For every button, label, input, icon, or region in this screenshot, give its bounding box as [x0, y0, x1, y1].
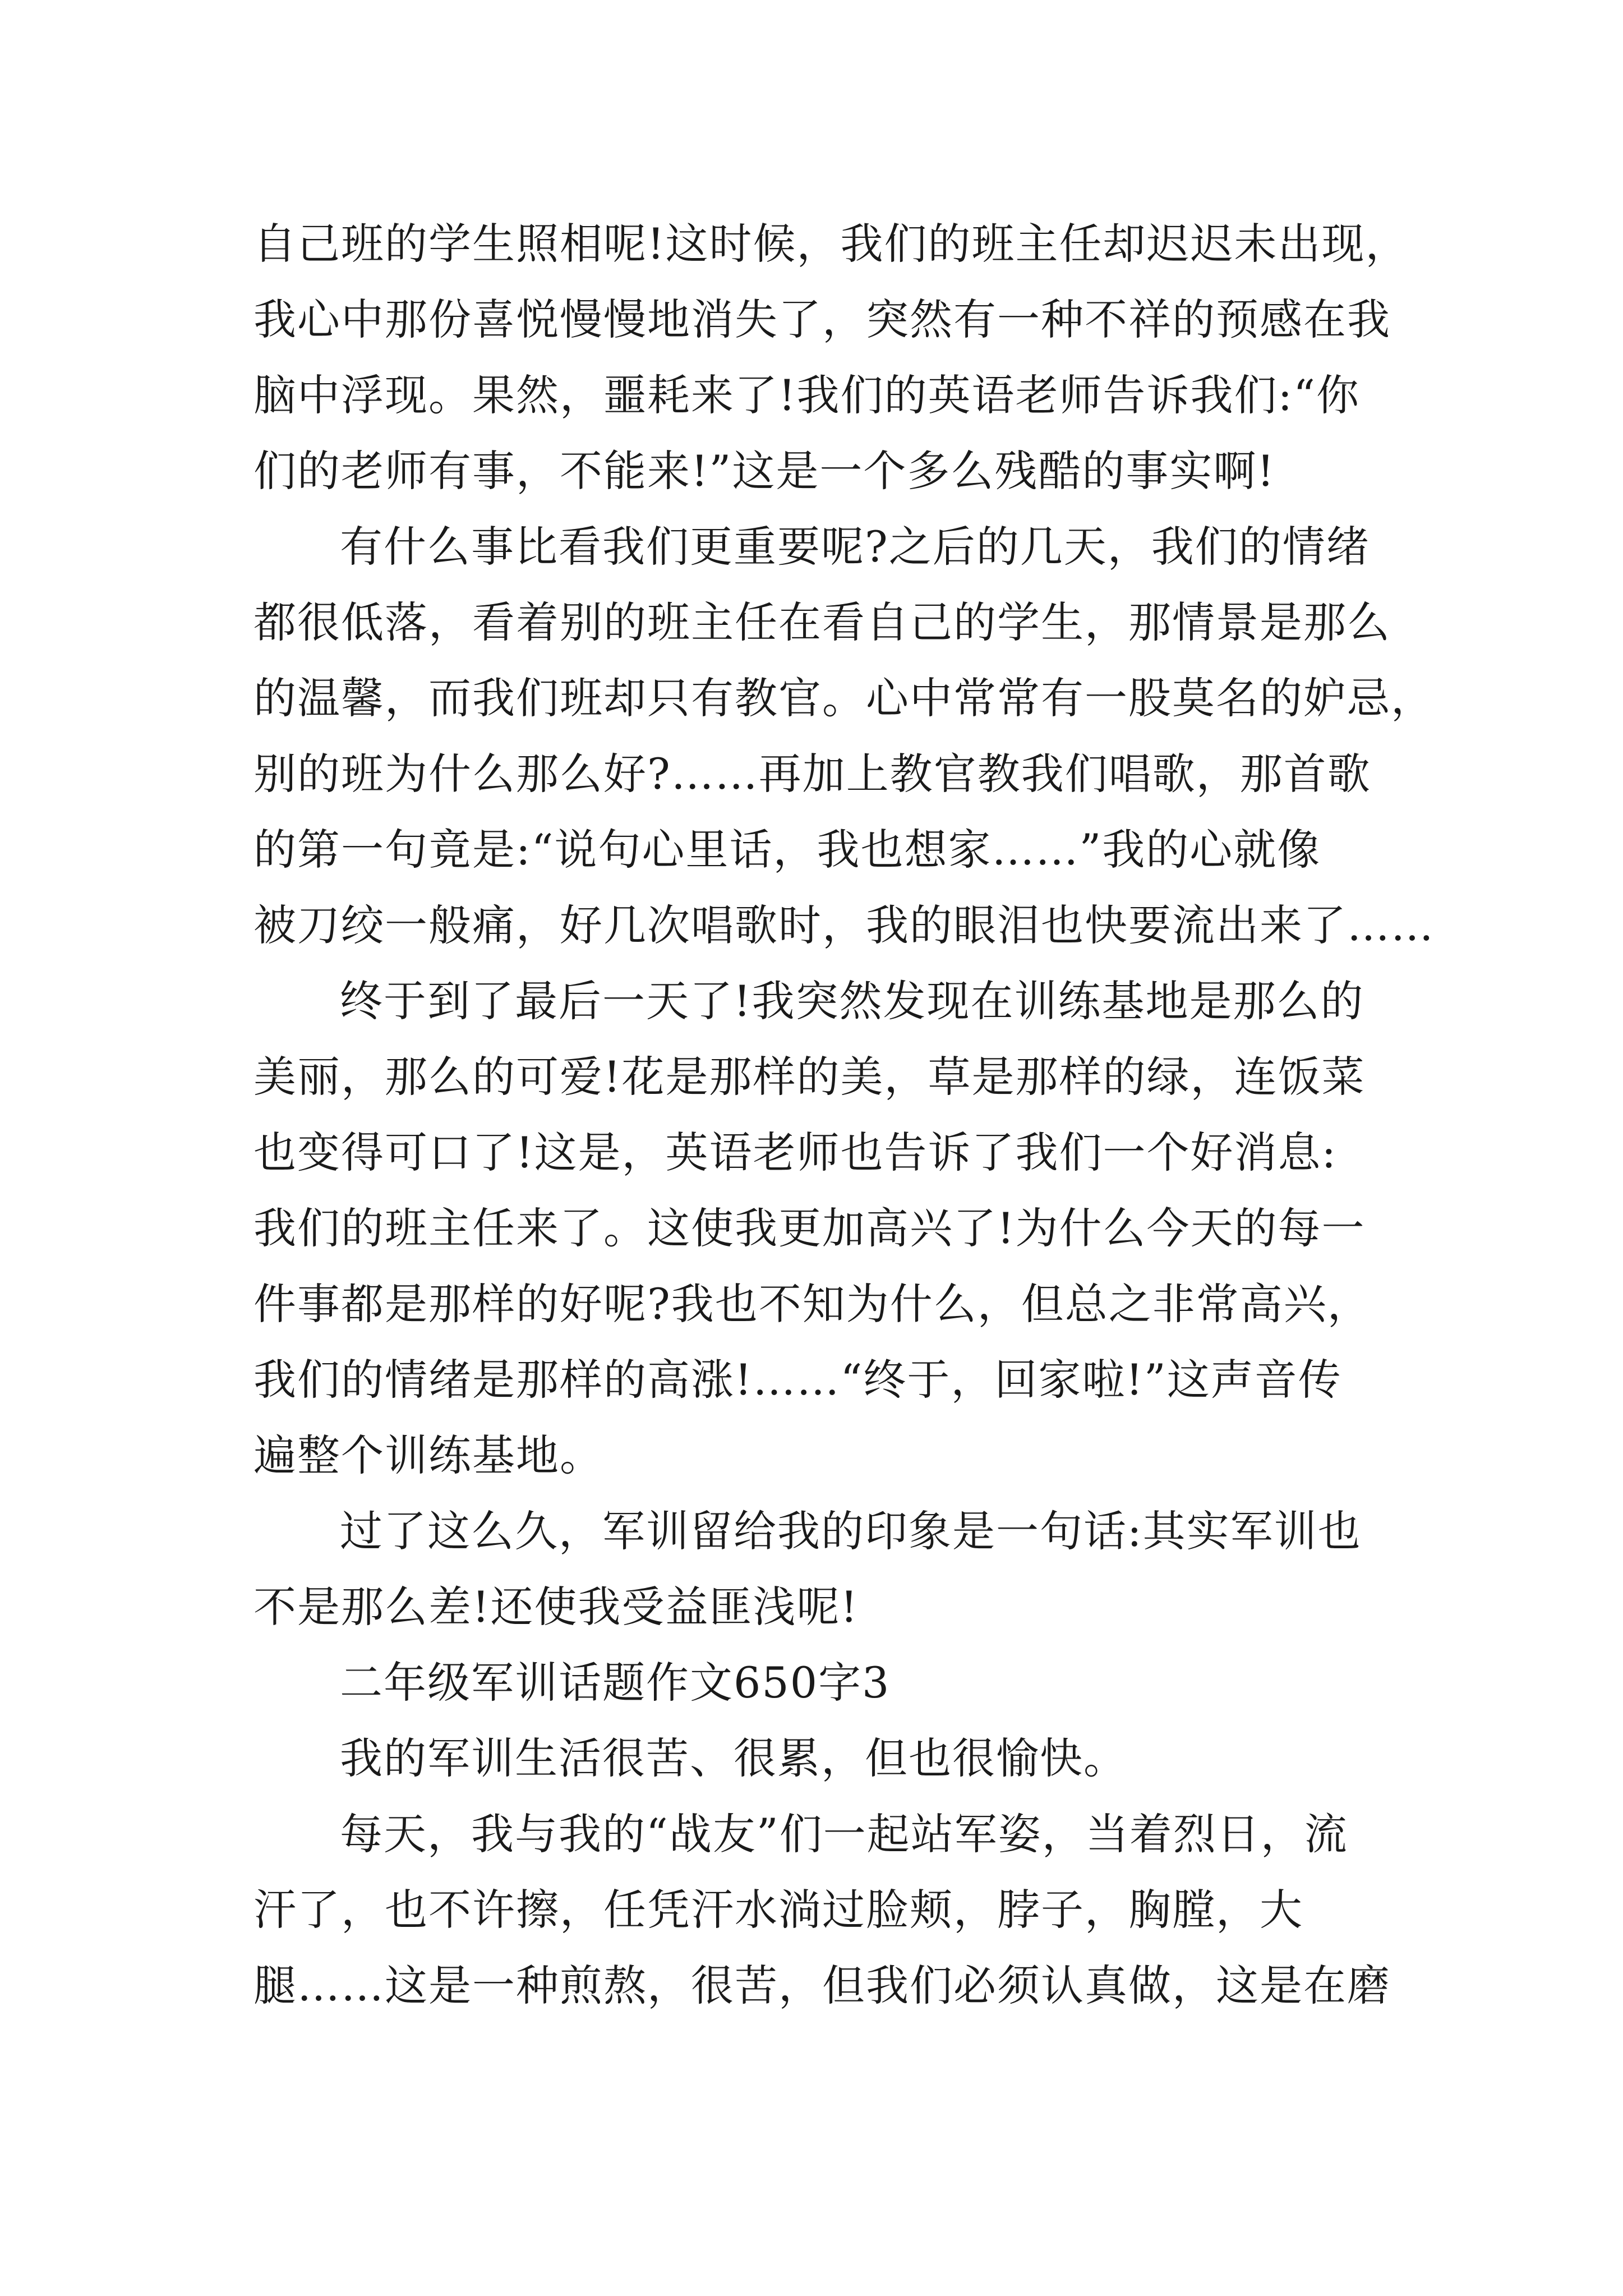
text-line: 被刀绞一般痛，好几次唱歌时，我的眼泪也快要流出来了…… — [253, 900, 1435, 950]
text-line: 遍整个训练基地。 — [253, 1430, 603, 1480]
text-line: 别的班为什么那么好?……再加上教官教我们唱歌，那首歌 — [253, 749, 1371, 799]
text-line: 脑中浮现。果然，噩耗来了!我们的英语老师告诉我们:“你 — [253, 370, 1360, 420]
text-line: 美丽，那么的可爱!花是那样的美，草是那样的绿，连饭菜 — [253, 1052, 1366, 1102]
text-line: 终于到了最后一天了!我突然发现在训练基地是那么的 — [340, 976, 1364, 1026]
text-line: 我们的班主任来了。这使我更加高兴了!为什么今天的每一 — [253, 1203, 1366, 1253]
text-line: 腿……这是一种煎熬，很苦，但我们必须认真做，这是在磨 — [253, 1961, 1391, 2010]
text-line: 不是那么差!还使我受益匪浅呢! — [253, 1582, 859, 1632]
text-line: 我心中那份喜悦慢慢地消失了，突然有一种不祥的预感在我 — [253, 295, 1391, 344]
text-line: 我们的情绪是那样的高涨!……“终于，回家啦!”这声音传 — [253, 1355, 1342, 1405]
text-line: 自己班的学生照相呢!这时候，我们的班主任却迟迟未出现， — [253, 219, 1409, 269]
text-line: 都很低落，看着别的班主任在看自己的学生，那情景是那么 — [253, 597, 1391, 647]
text-line: 们的老师有事，不能来!”这是一个多么残酷的事实啊! — [253, 446, 1275, 496]
section-heading: 二年级军训话题作文650字3 — [340, 1658, 891, 1708]
text-line: 过了这么久，军训留给我的印象是一句话:其实军训也 — [340, 1506, 1362, 1556]
text-line: 有什么事比看我们更重要呢?之后的几天，我们的情绪 — [340, 522, 1370, 572]
text-line: 我的军训生活很苦、很累，但也很愉快。 — [340, 1733, 1127, 1783]
text-line: 也变得可口了!这是，英语老师也告诉了我们一个好消息: — [253, 1128, 1338, 1177]
text-line: 每天，我与我的“战友”们一起站军姿，当着烈日，流 — [340, 1809, 1348, 1859]
text-line: 的温馨，而我们班却只有教官。心中常常有一股莫名的妒忌， — [253, 673, 1435, 723]
text-line: 汗了，也不许擦，任凭汗水淌过脸颊，脖子，胸膛，大 — [253, 1885, 1303, 1935]
text-line: 件事都是那样的好呢?我也不知为什么，但总之非常高兴， — [253, 1279, 1371, 1329]
text-line: 的第一句竟是:“说句心里话，我也想家……”我的心就像 — [253, 825, 1321, 875]
